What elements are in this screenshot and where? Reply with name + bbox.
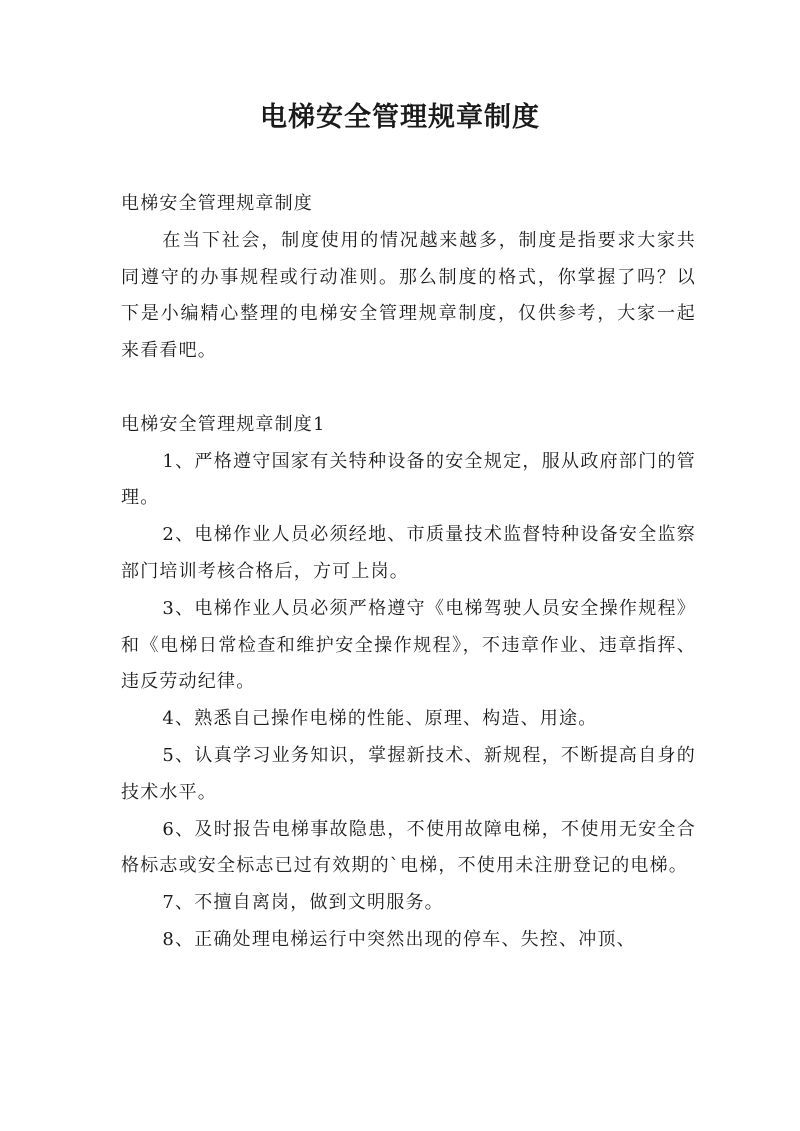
document-subtitle: 电梯安全管理规章制度 — [121, 193, 313, 214]
paragraph-spacer — [121, 370, 696, 407]
rule-item-3: 3、电梯作业人员必须严格遵守《电梯驾驶人员安全操作规程》和《电梯日常检查和维护安全操作规程》，不违章作业、违章指挥、违反劳动纪律。 — [121, 597, 696, 693]
section-heading: 电梯安全管理规章制度1 — [121, 413, 326, 435]
document-body — [121, 186, 696, 959]
document-title: 电梯安全管理规章制度 — [260, 102, 540, 133]
rule-item-6: 6、及时报告电梯事故隐患，不使用故障电梯，不使用无安全合格标志或安全标志已过有效期的`电梯，不使用未注册登记的电梯。 — [121, 818, 696, 877]
rule-item-2: 2、电梯作业人员必须经地、市质量技术监督特种设备安全监察部门培训考核合格后，方可上岗。 — [121, 524, 696, 582]
intro-paragraph: 在当下社会，制度使用的情况越来越多，制度是指要求大家共同遵守的办事规程或行动准则。那么制度的格式，你掌握了吗？以下是小编精心整理的电梯安全管理规章制度，仅供参考，大家一起来看看吧。 — [121, 229, 696, 362]
rule-item-5: 5、认真学习业务知识，掌握新技术、新规程，不断提高自身的技术水平。 — [121, 744, 696, 803]
rule-item-1: 1、严格遵守国家有关特种设备的安全规定，服从政府部门的管理。 — [121, 450, 696, 509]
rule-item-4: 4、熟悉自己操作电梯的性能、原理、构造、用途。 — [162, 708, 598, 730]
rule-item-8: 8、正确处理电梯运行中突然出现的停车、失控、冲顶、 — [162, 928, 636, 950]
rule-item-7: 7、不擅自离岗，做到文明服务。 — [162, 892, 444, 914]
